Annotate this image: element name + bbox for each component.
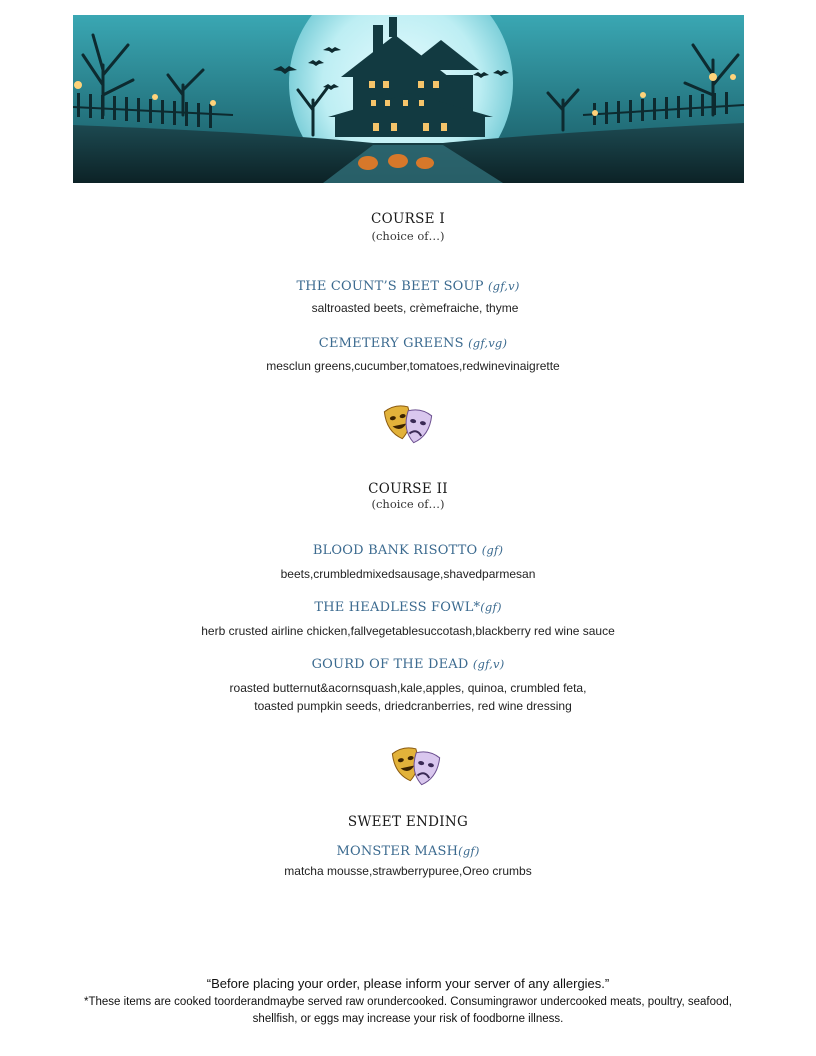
course-1-title: COURSE I [370,211,446,227]
food-safety-disclaimer-line-2: shellfish, or eggs may increase your risk of foodborne illness. [252,1013,564,1025]
dish-name-gourd-of-the-dead: GOURD OF THE DEAD (gf,v) [311,657,505,672]
dish-desc-blood-bank-risotto: beets,crumbledmixedsausage,shavedparmesan [280,567,536,581]
course-1-choice-note: (choice of…) [371,229,445,243]
dish-name-beet-soup: THE COUNT’S BEET SOUP (gf,v) [296,279,520,294]
dietary-tag: (gf) [458,844,480,858]
dish-desc-gourd-line-2: toasted pumpkin seeds, driedcranberries, red wine dressing [254,699,572,713]
dish-desc-headless-fowl: herb crusted airline chicken,fallvegetablesuccotash,blackberry red wine sauce [201,624,615,638]
comedy-tragedy-masks-icon [391,745,441,789]
dietary-tag: (gf,v) [472,657,505,671]
dietary-tag: (gf) [480,600,502,614]
course-2-choice-note: (choice of…) [371,497,445,511]
allergy-notice: “Before placing your order, please inform your server of any allergies.” [206,976,610,991]
comedy-tragedy-masks-icon [383,403,433,447]
dish-name-headless-fowl: THE HEADLESS FOWL*(gf) [314,600,502,615]
food-safety-disclaimer-line-1: *These items are cooked toorderandmaybe served raw orundercooked. Consumingrawor undercooked meats, poultry, seafood, [84,996,732,1008]
dietary-tag: (gf,vg) [468,336,508,350]
dietary-tag: (gf,v) [488,279,520,293]
haunted-house-banner [73,15,744,183]
dish-desc-beet-soup: saltroasted beets, crèmefraiche, thyme [311,301,519,315]
dish-name-monster-mash: MONSTER MASH(gf) [336,844,480,859]
dish-name-cemetery-greens: CEMETERY GREENS (gf,vg) [318,336,508,351]
dessert-title: SWEET ENDING [347,814,469,830]
dish-desc-gourd-line-1: roasted butternut&acornsquash,kale,apples, quinoa, crumbled feta, [229,681,587,695]
dish-name-blood-bank-risotto: BLOOD BANK RISOTTO (gf) [312,543,504,558]
dish-desc-cemetery-greens: mesclun greens,cucumber,tomatoes,redwinevinaigrette [266,359,560,373]
course-2-title: COURSE II [368,481,448,497]
dish-desc-monster-mash: matcha mousse,strawberrypuree,Oreo crumbs [284,864,532,878]
dietary-tag: (gf) [481,543,504,557]
